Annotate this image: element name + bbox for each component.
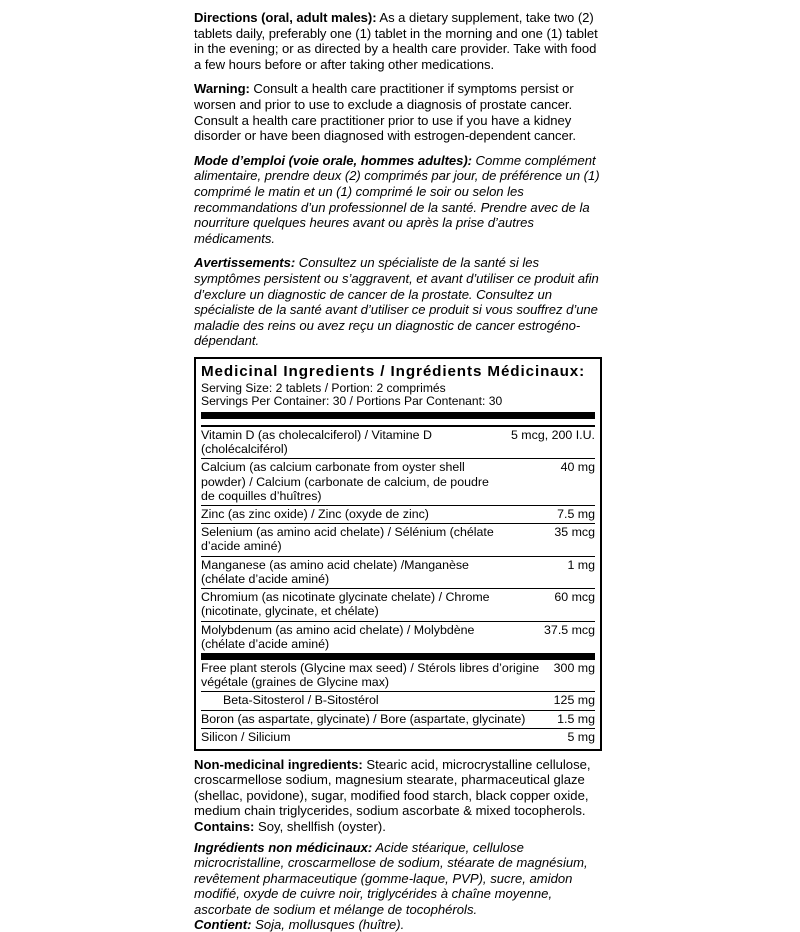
- ingredient-name: Free plant sterols (Glycine max seed) / Stérols libres d’origine végétale (graines de Glycine max): [201, 660, 546, 692]
- non-medicinal-en-paragraph: [194, 757, 602, 819]
- ingredient-name: Chromium (as nicotinate glycinate chelate) / Chrome (nicotinate, glycinate, et chélate): [201, 589, 503, 621]
- facts-thick-divider: [201, 412, 595, 419]
- facts-group-divider: [201, 653, 595, 660]
- facts-panel-title: Medicinal Ingredients / Ingrédients Médicinaux:: [201, 362, 586, 380]
- medicinal-ingredients-panel: [194, 357, 602, 751]
- contains-en-paragraph: [194, 819, 602, 834]
- serving-size-line: Serving Size: 2 tablets / Portion: 2 comprimés: [201, 380, 446, 395]
- directions-paragraph: [194, 10, 602, 72]
- medicinal-ingredients-table-primary: [201, 427, 595, 653]
- ingredient-name: Selenium (as amino acid chelate) / Sélénium (chélate d’acide aminé): [201, 524, 503, 556]
- ingredient-amount: 7.5 mg: [503, 506, 595, 524]
- non-medicinal-en-heading: Non-medicinal ingredients:: [194, 756, 363, 772]
- contains-fr-heading: Contient:: [194, 916, 252, 932]
- avertissements-body: Consultez un spécialiste de la santé si les symptômes persistent ou s’aggravent, et avant d’utiliser ce produit afin d’exclure un diagnostic de cancer de la prostate. Consultez un spécialiste de la santé avant d’utiliser ce produit si vous souffrez d’une maladie des reins ou avez reçu un diagnostic de cancer estrogéno-dépendant.: [194, 255, 599, 349]
- medicinal-ingredients-table-secondary: [201, 660, 595, 746]
- table-row: [201, 459, 595, 506]
- table-row: [201, 660, 595, 692]
- table-row: [201, 728, 595, 746]
- non-medicinal-fr-body: Acide stéarique, cellulose microcristalline, croscarmellose de sodium, stéarate de magnésium, revêtement pharmaceutique (gomme-laque, PVP), sucre, amidon modifié, oxyde de cuivre noir, triglycérides à chaîne moyenne, ascorbate de sodium et mélange de tocophérols.: [194, 839, 588, 917]
- table-row: [201, 556, 595, 588]
- warning-paragraph: [194, 81, 602, 143]
- mode-emploi-heading: Mode d’emploi (voie orale, hommes adultes):: [194, 152, 472, 168]
- ingredient-name: Calcium (as calcium carbonate from oyster shell powder) / Calcium (carbonate de calcium, de poudre de coquilles d’huîtres): [201, 459, 503, 506]
- ingredient-amount: 1 mg: [503, 556, 595, 588]
- ingredient-amount: 1.5 mg: [546, 710, 595, 728]
- contains-en-body: Soy, shellfish (oyster).: [254, 818, 386, 834]
- contains-en-heading: Contains:: [194, 818, 255, 834]
- non-medicinal-fr-paragraph: [194, 840, 602, 917]
- ingredient-amount: 5 mg: [567, 729, 595, 744]
- ingredient-amount: 40 mg: [503, 459, 595, 506]
- ingredient-name: Beta-Sitosterol / B-Sitostérol: [201, 692, 546, 710]
- table-row: [201, 506, 595, 524]
- ingredient-name: Boron (as aspartate, glycinate) / Bore (aspartate, glycinate): [201, 710, 546, 728]
- ingredient-name: Manganese (as amino acid chelate) /Manganèse (chélate d’acide aminé): [201, 556, 503, 588]
- table-row: [201, 589, 595, 621]
- ingredient-amount: 37.5 mcg: [544, 622, 595, 637]
- ingredient-name: Vitamin D (as cholecalciferol) / Vitamine D (cholécalciférol): [201, 427, 503, 459]
- non-medicinal-fr-heading: Ingrédients non médicinaux:: [194, 839, 373, 855]
- table-row: [201, 427, 595, 459]
- ingredient-name: Zinc (as zinc oxide) / Zinc (oxyde de zinc): [201, 506, 503, 524]
- contains-fr-body: Soja, mollusques (huître).: [251, 916, 405, 932]
- mode-emploi-body: Comme complément alimentaire, prendre deux (2) comprimés par jour, de préférence un (1) comprimé le matin et un (1) comprimé le soir ou selon les recommandations d’un professionnel de la santé. Prendre avec de la nourriture quelques heures avant ou après la prise d’autres médicaments.: [194, 152, 600, 246]
- mode-emploi-paragraph: [194, 153, 602, 247]
- ingredient-name: Silicon / Silicium: [201, 729, 291, 744]
- ingredient-amount: 60 mcg: [503, 589, 595, 621]
- table-row: [201, 710, 595, 728]
- avertissements-heading: Avertissements:: [194, 255, 296, 271]
- warning-heading: Warning:: [194, 81, 250, 97]
- ingredient-name: Molybdenum (as amino acid chelate) / Molybdène (chélate d’acide aminé): [201, 622, 475, 651]
- warning-body: Consult a health care practitioner if symptoms persist or worsen and prior to use to exclude a diagnosis of prostate cancer. Consult a health care practitioner prior to use if you have a kidney disorder or have been diagnosed with estrogen-dependent cancer.: [194, 81, 576, 144]
- ingredient-amount: 35 mcg: [503, 524, 595, 556]
- facts-table-body-primary: [201, 427, 595, 653]
- table-row: [201, 692, 595, 710]
- contains-fr-paragraph: [194, 917, 602, 932]
- ingredient-amount: 300 mg: [546, 660, 595, 692]
- supplement-label: [194, 10, 602, 932]
- directions-heading: Directions (oral, adult males):: [194, 10, 377, 25]
- non-medicinal-en-body: Stearic acid, microcrystalline cellulose, croscarmellose sodium, magnesium stearate, pharmaceutical glaze (shellac, povidone), sugar, modified food starch, black copper oxide, medium chain triglycerides, sodium ascorbate & mixed tocopherols.: [194, 756, 591, 819]
- avertissements-paragraph: [194, 255, 602, 349]
- directions-body: As a dietary supplement, take two (2) tablets daily, preferably one (1) tablet in the morning and one (1) tablet in the evening; or as directed by a health care provider. Take with food a few hours before or after taking other medications.: [194, 10, 598, 72]
- servings-per-container-line: Servings Per Container: 30 / Portions Par Contenant: 30: [201, 394, 503, 409]
- table-row: [201, 524, 595, 556]
- facts-table-body-secondary: [201, 660, 595, 746]
- ingredient-amount: 5 mcg, 200 I.U.: [503, 427, 595, 459]
- ingredient-amount: 125 mg: [546, 692, 595, 710]
- table-row: [201, 621, 595, 653]
